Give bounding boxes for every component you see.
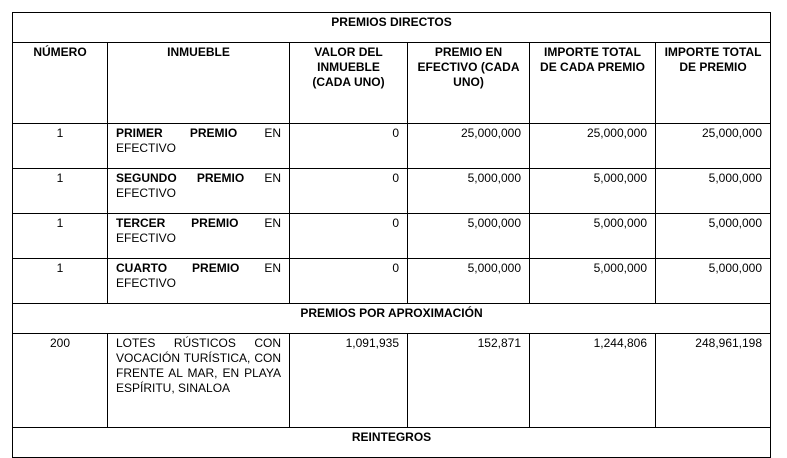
cell-numero: 200	[13, 334, 108, 428]
cell-valor: 0	[290, 169, 408, 214]
cell-premio: 5,000,000	[408, 259, 530, 304]
cell-inmueble-rest: EN EFECTIVO	[116, 126, 281, 155]
cell-importe-cada: 5,000,000	[530, 214, 656, 259]
cell-premio: 25,000,000	[408, 124, 530, 169]
cell-inmueble: LOTES RÚSTICOS CON VOCACIÓN TURÍSTICA, CON FRENTE AL MAR, EN PLAYA ESPÍRITU, SINALOA	[108, 334, 290, 428]
header-inmueble: INMUEBLE	[108, 43, 290, 124]
cell-numero: 1	[13, 169, 108, 214]
cell-premio: 5,000,000	[408, 214, 530, 259]
cell-inmueble-rest: EN EFECTIVO	[116, 216, 281, 245]
cell-premio: 5,000,000	[408, 169, 530, 214]
table-row	[13, 259, 771, 304]
cell-valor: 1,091,935	[290, 334, 408, 428]
cell-inmueble-bold: TERCER PREMIO	[116, 216, 239, 230]
header-valor: VALOR DEL INMUEBLE (CADA UNO)	[290, 43, 408, 124]
section-title-approx: PREMIOS POR APROXIMACIÓN	[13, 304, 771, 334]
cell-inmueble	[108, 124, 290, 169]
cell-importe-total: 5,000,000	[656, 169, 771, 214]
table-row	[13, 334, 771, 428]
cell-inmueble-bold: CUARTO PREMIO	[116, 261, 240, 275]
cell-premio: 152,871	[408, 334, 530, 428]
table-row	[13, 169, 771, 214]
cell-importe-cada: 25,000,000	[530, 124, 656, 169]
cell-numero: 1	[13, 214, 108, 259]
header-numero: NÚMERO	[13, 43, 108, 124]
cell-valor: 0	[290, 124, 408, 169]
table-row	[13, 124, 771, 169]
header-premio: PREMIO EN EFECTIVO (CADA UNO)	[408, 43, 530, 124]
cell-numero: 1	[13, 124, 108, 169]
cell-importe-total: 5,000,000	[656, 214, 771, 259]
cell-importe-cada: 1,244,806	[530, 334, 656, 428]
table-row	[13, 214, 771, 259]
cell-importe-total: 25,000,000	[656, 124, 771, 169]
header-importe-total: IMPORTE TOTAL DE PREMIO	[656, 43, 771, 124]
cell-inmueble-bold: PRIMER PREMIO	[116, 126, 238, 140]
section-title-reintegros: REINTEGROS	[13, 428, 771, 458]
cell-importe-cada: 5,000,000	[530, 169, 656, 214]
cell-numero: 1	[13, 259, 108, 304]
cell-valor: 0	[290, 259, 408, 304]
cell-inmueble-rest: EN EFECTIVO	[116, 171, 281, 200]
cell-inmueble-rest: EN EFECTIVO	[116, 261, 281, 290]
cell-inmueble	[108, 169, 290, 214]
cell-importe-total: 5,000,000	[656, 259, 771, 304]
header-importe-cada: IMPORTE TOTAL DE CADA PREMIO	[530, 43, 656, 124]
section-title-direct: PREMIOS DIRECTOS	[13, 13, 771, 43]
prizes-table	[12, 12, 771, 458]
cell-importe-cada: 5,000,000	[530, 259, 656, 304]
cell-valor: 0	[290, 214, 408, 259]
cell-importe-total: 248,961,198	[656, 334, 771, 428]
cell-inmueble-bold: SEGUNDO PREMIO	[116, 171, 245, 185]
cell-inmueble	[108, 214, 290, 259]
cell-inmueble	[108, 259, 290, 304]
